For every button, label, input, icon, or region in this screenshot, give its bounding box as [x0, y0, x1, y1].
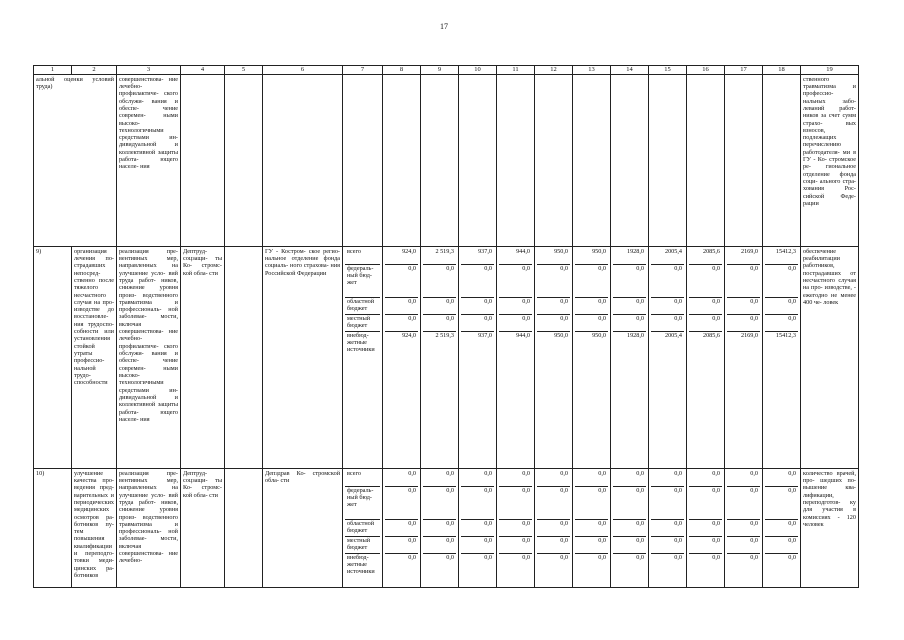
amount-cell: 0,0	[689, 487, 722, 520]
amount-cell: 2169,0	[740, 331, 758, 339]
cell-task: улучшение качества про- ведения пред- варительных и периодических медицинских осмотров ра- ботников пу- тем повышения квалификации и переподго- товки меди- цинских ра- ботников	[72, 468, 117, 587]
amount-cell: 0,0	[423, 537, 456, 554]
amount-cell: 0,0	[765, 470, 798, 487]
amount-cell: 950,0	[554, 331, 568, 339]
amount-cell: 0,0	[560, 553, 568, 561]
funding-sources	[343, 246, 383, 468]
amount-cell: 0,0	[385, 470, 418, 487]
amount-cell: 0,0	[651, 298, 684, 315]
amount-cell: 0,0	[613, 520, 646, 537]
cell-executor: Дептруд- соцзащи- ты Ко- стромс- кой обла- сти	[181, 246, 225, 468]
amount-cell: 0,0	[499, 470, 532, 487]
cell-measure: реализация пре- вентивных мер, направленных на улучшение усло- вий труда работ- ников, снижение уровня произ- водственного травматизма и профессиональ- ной заболевае- мости, включая совершенствова- ние лечебно- профилактиче- ского обслужи- вания и обеспе- чение современ- ными высоко- технологичными средствами ин- дивидуальной и коллективной защиты работа- ющего населе- ния	[117, 246, 181, 468]
column-header-17: 17	[725, 66, 763, 75]
amount-cell: 2 519,3	[423, 248, 456, 265]
amount-cell: 0,0	[537, 470, 570, 487]
amount-cell: 1928,0	[626, 331, 644, 339]
cell-partner: ГУ - Костром- ское регио- нальное отделение фонда социаль- ного страхова- ния Российской Федерации	[263, 246, 343, 468]
cell-task: организация лечения по- страдавших непосред- ственно после тяжелого несчастного случая на про- изводстве до восстановле- ния трудоспо- собности или установления стойкой утраты профессио- нальной трудо- способности	[72, 246, 117, 468]
amount-cell: 0,0	[765, 315, 798, 332]
amount-cell: 0,0	[727, 298, 760, 315]
cell-executor: Дептруд- соцзащи- ты Ко- стромс- кой обла- сти	[181, 468, 225, 587]
amount-cell: 0,0	[651, 537, 684, 554]
amount-cell: 0,0	[765, 537, 798, 554]
amount-cell: 0,0	[499, 520, 532, 537]
amount-cell: 0,0	[689, 520, 722, 537]
amount-cell: 0,0	[613, 315, 646, 332]
amount-cell: 0,0	[499, 298, 532, 315]
amount-cell: 950,0	[575, 248, 608, 265]
column-header-10: 10	[459, 66, 497, 75]
amount-cell: 0,0	[689, 315, 722, 332]
funding-sources	[343, 468, 383, 587]
amount-cell: 0,0	[385, 520, 418, 537]
amount-cell: 0,0	[765, 487, 798, 520]
column-header-19: 19	[801, 66, 859, 75]
amount-cell: 15412,3	[775, 331, 796, 339]
column-header-8: 8	[383, 66, 421, 75]
amount-cell: 0,0	[484, 553, 492, 561]
amount-cell: 944,0	[499, 248, 532, 265]
amount-cell: 0,0	[727, 470, 760, 487]
amount-cell: 0,0	[423, 265, 456, 298]
amount-cell: 0,0	[613, 470, 646, 487]
amount-cell: 0,0	[575, 298, 608, 315]
amount-cell: 0,0	[575, 537, 608, 554]
column-header-11: 11	[497, 66, 535, 75]
column-header-4: 4	[181, 66, 225, 75]
amount-cell: 950,0	[592, 331, 606, 339]
amount-cell: 0,0	[537, 298, 570, 315]
amount-cell: 950,0	[537, 248, 570, 265]
amount-cell: 0,0	[499, 315, 532, 332]
amount-cell: 0,0	[613, 298, 646, 315]
amount-cell: 0,0	[636, 553, 644, 561]
amount-cell: 0,0	[674, 553, 682, 561]
program-table	[33, 65, 859, 588]
funding-source: всего	[345, 470, 380, 487]
amount-cell: 0,0	[575, 470, 608, 487]
funding-source: федераль- ный бюд- жет	[345, 487, 380, 520]
amount-cell: 0,0	[408, 553, 416, 561]
amount-cell: 0,0	[522, 553, 530, 561]
amount-cell: 924,0	[402, 331, 416, 339]
header-row	[34, 66, 859, 75]
amount-cell: 15412,3	[765, 248, 798, 265]
amount-cell: 0,0	[613, 265, 646, 298]
funding-source: федераль- ный бюд- жет	[345, 265, 380, 298]
amount-cell: 0,0	[423, 298, 456, 315]
amount-cell: 0,0	[727, 537, 760, 554]
amount-cell: 0,0	[651, 520, 684, 537]
funding-source: областной бюджет	[345, 298, 380, 315]
amount-cell: 0,0	[423, 315, 456, 332]
amount-cell: 0,0	[461, 470, 494, 487]
column-header-18: 18	[763, 66, 801, 75]
column-header-15: 15	[649, 66, 687, 75]
cell-cont-result: ственного травматизма и профессио- нальных забо- леваний работ- ников за счет сумм страхо- вых взносов, подлежащих перечислению работодателя- ми в ГУ - Ко- стромское ре- гиональное отделение фонда соци- ального стра- хования Рос- сийской Феде- рации	[801, 74, 859, 246]
funding-source: всего	[345, 248, 380, 265]
amount-cell: 0,0	[537, 265, 570, 298]
cell-cont-task: альной оценки условий труда)	[34, 74, 117, 246]
amount-cell: 2085,6	[689, 248, 722, 265]
amount-cell: 0,0	[461, 520, 494, 537]
amount-cell: 937,0	[478, 331, 492, 339]
amount-cell: 0,0	[423, 470, 456, 487]
amount-cell: 0,0	[499, 487, 532, 520]
amount-cell: 924,0	[385, 248, 418, 265]
amount-cell: 0,0	[575, 315, 608, 332]
amount-cell: 0,0	[461, 487, 494, 520]
amount-cell: 0,0	[651, 265, 684, 298]
amount-cell: 0,0	[689, 265, 722, 298]
amount-cell: 0,0	[499, 265, 532, 298]
column-header-14: 14	[611, 66, 649, 75]
cell-result: обеспечение реабилитации работников, пострадавших от несчастного случая на про- изводстве, - ежегодно не менее 400 че- ловек	[801, 246, 859, 468]
amount-cell: 0,0	[651, 315, 684, 332]
funding-source: областной бюджет	[345, 520, 380, 537]
funding-source: местный бюджет	[345, 537, 380, 554]
amount-cell: 0,0	[651, 470, 684, 487]
amount-cell: 0,0	[537, 487, 570, 520]
amount-cell: 0,0	[765, 298, 798, 315]
page-number: 17	[440, 22, 448, 31]
amount-cell: 2005,4	[664, 331, 682, 339]
amount-cell: 0,0	[727, 520, 760, 537]
amount-cell: 0,0	[765, 520, 798, 537]
amount-cell: 0,0	[689, 470, 722, 487]
amount-cell: 0,0	[750, 553, 758, 561]
amount-cell: 0,0	[765, 265, 798, 298]
column-header-13: 13	[573, 66, 611, 75]
amount-cell: 0,0	[689, 537, 722, 554]
amount-cell: 0,0	[461, 265, 494, 298]
amount-cell: 2169,0	[727, 248, 760, 265]
amount-cell: 0,0	[461, 298, 494, 315]
amount-cell: 0,0	[499, 537, 532, 554]
amount-cell: 0,0	[385, 315, 418, 332]
amount-cell: 0,0	[385, 537, 418, 554]
amount-cell: 0,0	[598, 553, 606, 561]
amount-cell: 0,0	[651, 487, 684, 520]
row-number: 9)	[34, 246, 72, 468]
amount-cell: 2005,4	[651, 248, 684, 265]
amount-cell: 2 519,3	[435, 331, 454, 339]
amount-cell: 0,0	[461, 315, 494, 332]
table-row-9	[34, 246, 859, 468]
column-header-3: 3	[117, 66, 181, 75]
funding-source: внебюд- жетные источники	[347, 553, 375, 576]
row-number: 10)	[34, 468, 72, 587]
amount-cell: 0,0	[727, 487, 760, 520]
amount-cell: 944,0	[516, 331, 530, 339]
table-row-continuation	[34, 74, 859, 246]
amount-cell: 0,0	[575, 487, 608, 520]
amount-cell: 0,0	[385, 298, 418, 315]
amount-cell: 0,0	[461, 537, 494, 554]
amount-cell: 0,0	[788, 553, 796, 561]
amount-cell: 0,0	[613, 487, 646, 520]
cell-result: количество врачей, про- шедших по- вышение ква- лификации, переподготов- ку для участия в комиссиях - 120 человек	[801, 468, 859, 587]
column-header-16: 16	[687, 66, 725, 75]
column-header-5: 5	[225, 66, 263, 75]
amount-cell: 1928,0	[613, 248, 646, 265]
amount-cell: 0,0	[689, 298, 722, 315]
amount-cell: 2085,6	[702, 331, 720, 339]
amount-cell: 0,0	[727, 315, 760, 332]
column-header-6: 6	[263, 66, 343, 75]
amount-cell: 937,0	[461, 248, 494, 265]
column-header-9: 9	[421, 66, 459, 75]
amount-cell: 0,0	[613, 537, 646, 554]
amount-cell: 0,0	[712, 553, 720, 561]
amount-cell: 0,0	[385, 265, 418, 298]
amount-cell: 0,0	[423, 487, 456, 520]
amount-cell: 0,0	[423, 520, 456, 537]
cell-partner: Депздрав Ко- стромской обла- сти	[263, 468, 343, 587]
amount-cell: 0,0	[727, 265, 760, 298]
cell-measure: реализация пре- вентивных мер, направленных на улучшение усло- вий труда работ- ников, снижение уровня произ- водственного травматизма и профессиональ- ной заболевае- мости, включая совершенствова- ние лечебно-	[117, 468, 181, 587]
column-header-2: 2	[72, 66, 117, 75]
funding-source: местный бюджет	[345, 315, 380, 332]
amount-cell: 0,0	[575, 265, 608, 298]
amount-cell: 0,0	[385, 487, 418, 520]
funding-source: внебюд- жетные источники	[347, 331, 375, 354]
amount-cell: 0,0	[537, 537, 570, 554]
column-header-12: 12	[535, 66, 573, 75]
column-header-1: 1	[34, 66, 72, 75]
column-header-7: 7	[343, 66, 383, 75]
cell-cont-measure: совершенствова- ние лечебно- профилактиче- ского обслужи- вания и обеспе- чение современ- ными высоко- технологичными средствами ин- дивидуальной и коллективной защиты работа- ющего населе- ния	[117, 74, 181, 246]
amount-cell: 0,0	[537, 315, 570, 332]
amount-cell: 0,0	[575, 520, 608, 537]
table-row-10	[34, 468, 859, 587]
amount-cell: 0,0	[446, 553, 454, 561]
amount-cell: 0,0	[537, 520, 570, 537]
